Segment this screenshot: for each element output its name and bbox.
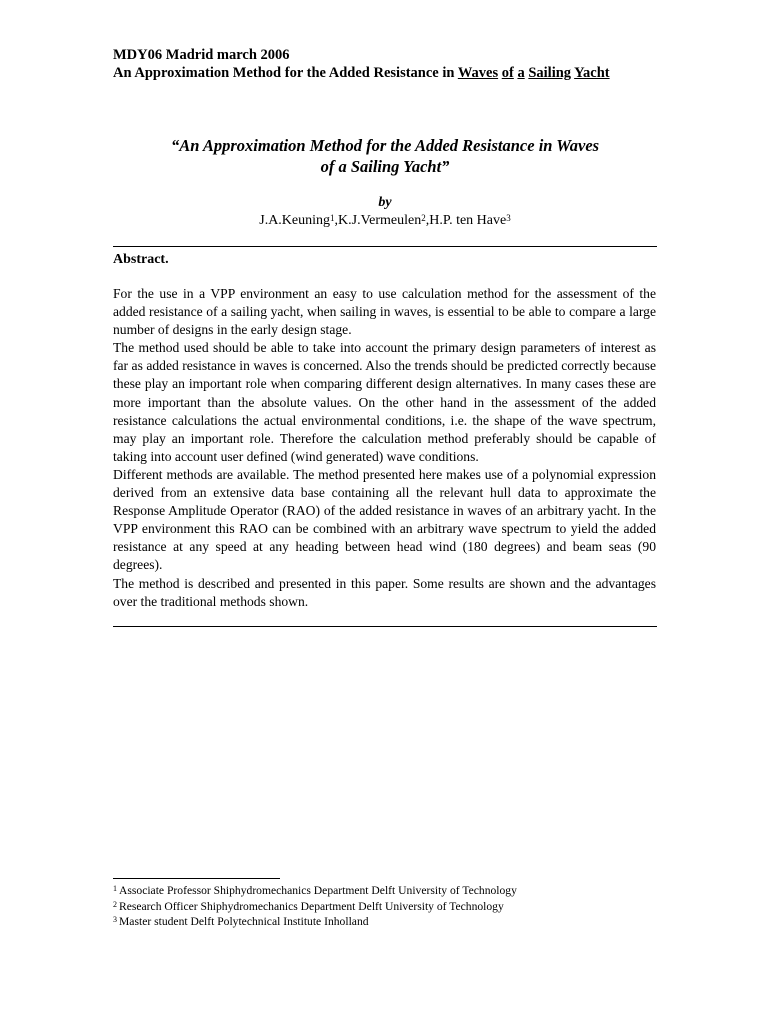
running-head-word: Waves — [457, 65, 499, 81]
running-head-word: of — [501, 65, 514, 81]
author-name: K.J.Vermeulen — [338, 213, 422, 228]
running-head-word: Yacht — [574, 65, 610, 81]
running-head-line2 — [113, 64, 658, 82]
abstract-heading: Abstract. — [113, 252, 169, 267]
footnote-mark: 3 — [113, 915, 117, 924]
footnote-text: Associate Professor Shiphydromechanics Department Delft University of Technology — [119, 884, 517, 897]
paper-title-line1: “An Approximation Method for the Added Resistance in Waves — [170, 136, 600, 155]
running-head-prefix: An Approximation Method for the Added Resistance in — [113, 65, 455, 81]
footnotes — [113, 883, 673, 930]
paper-title — [100, 135, 670, 177]
footnote-text: Research Officer Shiphydromechanics Department Delft University of Technology — [119, 899, 504, 913]
abstract-paragraph: Different methods are available. The method presented here makes use of a polynomial expression derived from an extensive data base containing all the relevant hull data to approximate the Response Amplitude Operator (RAO) of the added resistance in waves of an arbitrary yacht. In the VPP environment this RAO can be combined with an arbitrary wave spectrum to yield the added resistance at any speed at any heading between head wind (180 degrees) and beam seas (90 degrees). — [113, 466, 656, 573]
footnote — [113, 899, 673, 915]
author-name: H.P. ten Have — [429, 213, 507, 228]
footnote-mark: 2 — [113, 899, 117, 909]
footnote-rule — [113, 878, 280, 879]
abstract-bottom-rule — [113, 626, 657, 627]
footnote-mark: 1 — [113, 884, 117, 893]
running-head-word: a — [517, 65, 525, 81]
footnote — [113, 883, 673, 899]
author-list: J.A.Keuning$^1$,K.J.Vermeulen$^2$,H.P. ten Have$^3$ — [259, 213, 511, 228]
running-head-word: Sailing — [528, 65, 572, 81]
abstract-top-rule — [113, 246, 657, 247]
abstract-body — [113, 285, 656, 611]
byline: by — [378, 195, 392, 210]
footnote-text: Master student Delft Polytechnical Institute Inholland — [119, 915, 369, 928]
abstract-paragraph: The method is described and presented in this paper. Some results are shown and the advantages over the traditional methods shown. — [113, 575, 656, 609]
footnote — [113, 914, 673, 930]
abstract-paragraph: For the use in a VPP environment an easy to use calculation method for the assessment of the added resistance of a sailing yacht, when sailing in waves, is essential to be able to compare a large number of designs in the early design stage. — [113, 286, 656, 338]
paper-title-line2: of a Sailing Yacht” — [320, 157, 450, 176]
abstract-paragraph: The method used should be able to take into account the primary design parameters of interest as far as added resistance in waves is concerned. Also the trends should be predicted correctly because these play an important role when comparing different design alternatives. In many cases these are more important than the absolute values. On the other hand in the assessment of the added resistance calculations the actual environmental conditions, i.e. the shape of the wave spectrum, may play an important role. Therefore the calculation method preferably should be capable of taking into account user defined (wind generated) wave conditions. — [113, 340, 656, 464]
running-head-line1: MDY06 Madrid march 2006 — [113, 47, 290, 63]
author-affiliation-mark: 3 — [506, 213, 511, 223]
author-affiliation-mark: 2 — [421, 213, 426, 223]
running-head — [113, 46, 658, 82]
author-affiliation-mark: 1 — [330, 213, 335, 223]
author-name: J.A.Keuning — [259, 213, 331, 228]
